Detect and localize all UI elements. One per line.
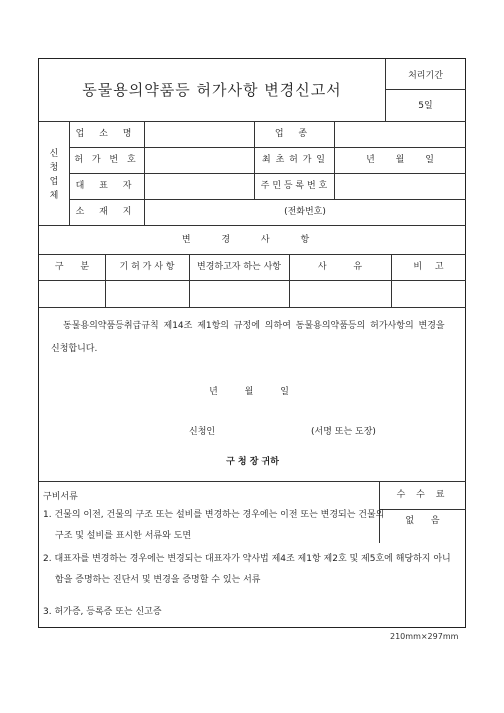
divider [69,147,466,148]
divider [39,225,466,226]
column-reason: 사 유 [317,262,363,272]
document-item-3: 3. 허가증, 등록증 또는 신고증 [43,607,162,617]
applicant-section-label: 신청업체 [49,149,59,201]
processing-period-label: 처리기간 [408,71,443,81]
column-category: 구 분 [54,262,90,272]
applicant-label: 신청인 [189,427,216,437]
form-title: 동물용의약품등 허가사항 변경신고서 [82,81,342,99]
fee-label: 수 수 료 [396,490,449,500]
signature-placeholder[interactable]: (서명 또는 도장) [311,427,376,437]
fee-value: 없 음 [405,516,440,526]
paper-size-note: 210mm×297mm [390,632,459,641]
address-phone-value[interactable]: (전화번호) [284,207,326,217]
business-type-label: 업 종 [274,129,314,139]
document-item-1: 1. 건물의 이전, 건물의 구조 또는 설비를 변경하는 경우에는 이전 또는 변경되는 건물의 구조 및 설비를 표시한 서류와 도면 [43,510,385,541]
documents-label: 구비서류 [43,492,78,502]
column-requested-change: 변경하고자 하는 사항 [197,262,281,272]
declaration-text: 동물용의약품등취급규칙 제14조 제1항의 규정에 의하여 동물용의약품등의 허가사항의 변경을 신청합니다. [51,321,445,354]
first-license-date-value[interactable]: 년 월 일 [366,155,434,165]
divider [69,199,466,200]
resident-number-label: 주 민 등 록 번 호 [260,181,328,191]
divider [39,254,466,255]
processing-period-value: 5일 [418,101,433,111]
business-name-label: 업 소 명 [75,129,138,139]
address-label: 소 재 지 [75,207,138,217]
application-form [38,58,466,628]
divider [379,509,466,510]
divider [39,481,466,482]
divider [39,280,466,281]
column-remarks: 비 고 [413,262,444,272]
divider [39,121,466,122]
recipient: 구 청 장 귀하 [226,457,279,467]
first-license-date-label: 최 초 허 가 일 [262,155,326,165]
divider [39,307,466,308]
document-item-2: 2. 대표자를 변경하는 경우에는 변경되는 대표자가 약사법 제4조 제1항 제2호 및 제5호에 해당하지 아니함을 증명하는 진단서 및 변경을 증명할 수 있는 서류 [43,554,451,585]
changes-section-title: 변 경 사 항 [181,235,324,245]
divider [69,173,466,174]
processing-divider [385,89,466,90]
column-existing-permit: 기 허 가 사 항 [119,262,175,272]
application-date[interactable]: 년 월 일 [209,387,289,397]
representative-label: 대 표 자 [75,181,138,191]
license-number-label: 허 가 번 호 [74,155,139,165]
